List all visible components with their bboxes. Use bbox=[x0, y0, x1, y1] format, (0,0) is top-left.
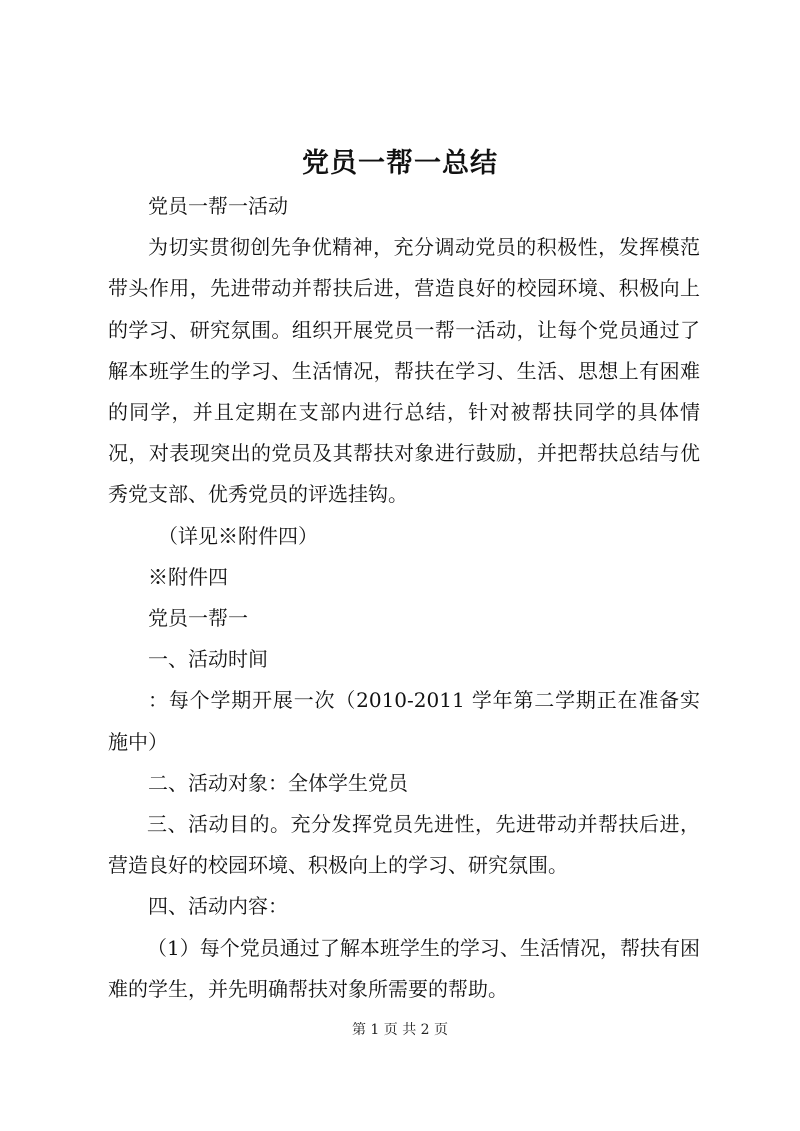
paragraph-intro: 为切实贯彻创先争优精神，充分调动党员的积极性，发挥模范带头作用，先进带动并帮扶后进，营造良好的校园环境、积极向上的学习、研究氛围。组织开展党员一帮一活动，让每个党员通过了解本班学生的学习、生活情况，帮扶在学习、生活、思想上有困难的同学，并且定期在支部内进行总结，针对被帮扶同学的具体情况，对表现突出的党员及其帮扶对象进行鼓励，并把帮扶总结与优秀党支部、优秀党员的评选挂钩。 bbox=[108, 235, 700, 507]
paragraph-activity-purpose: 三、活动目的。充分发挥党员先进性，先进带动并帮扶后进，营造良好的校园环境、积极向上的学习、研究氛围。 bbox=[108, 812, 700, 878]
page-footer: 第 1 页 共 2 页 bbox=[351, 1022, 449, 1038]
paragraph-attachment-label: ※附件四 bbox=[148, 564, 228, 589]
document-title: 党员一帮一总结 bbox=[302, 148, 498, 179]
paragraph-section-title: 党员一帮一 bbox=[148, 606, 248, 631]
paragraph-activity-time: 一、活动时间 bbox=[148, 647, 268, 672]
paragraph-time-detail: ：每个学期开展一次（2010-2011 学年第二学期正在准备实施中） bbox=[108, 688, 700, 754]
paragraph-see-attachment: （详见※附件四） bbox=[158, 523, 318, 548]
document-body bbox=[108, 186, 700, 1010]
paragraph-activity-target: 二、活动对象：全体学生党员 bbox=[148, 770, 408, 795]
paragraph-activity-content: 四、活动内容： bbox=[148, 894, 288, 919]
paragraph-activity-heading: 党员一帮一活动 bbox=[148, 194, 288, 218]
paragraph-content-item-1: （1）每个党员通过了解本班学生的学习、生活情况，帮扶有困难的学生，并先明确帮扶对象所需要的帮助。 bbox=[108, 935, 700, 1001]
